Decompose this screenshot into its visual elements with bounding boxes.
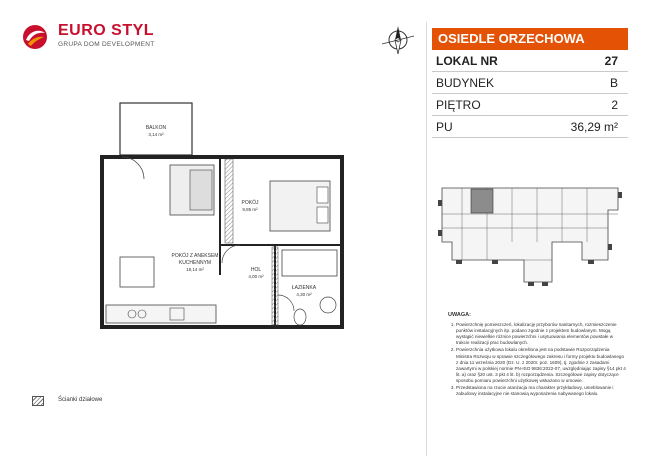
dining-table (120, 257, 154, 287)
living-room-name-1: POKÓJ Z ANEKSEM (171, 253, 219, 259)
bathtub (282, 250, 337, 276)
info-row-pu (432, 116, 628, 138)
note-item: 3. Przedstawiona na rzucie aranżacja ma charakter przykładowy, umeblowanie i zabudowy instalacyjne nie stanowią wyposażenia nabywanego lokalu. (456, 385, 626, 397)
bathroom-area: 4,30 m² (296, 292, 312, 297)
lokal-value: 27 (604, 54, 618, 68)
notes-section (426, 312, 626, 398)
apartment-floor-plan (70, 95, 370, 345)
bedroom-name: POKÓJ (241, 200, 259, 206)
budynek-label: BUDYNEK (436, 76, 495, 90)
hall-area: 4,00 m² (248, 274, 264, 279)
lokal-label: LOKAL NR (436, 54, 498, 68)
living-room-area: 18,14 m² (186, 267, 204, 272)
living-room-name-2: KUCHENNYM (178, 260, 212, 266)
toilet (294, 309, 306, 325)
notes-title: UWAGA: (448, 312, 471, 318)
legend-label: Ścianki działowe (58, 397, 103, 403)
bedroom-area: 9,85 m² (242, 207, 258, 212)
estate-title: OSIEDLE ORZECHOWA (432, 28, 628, 50)
pietro-label: PIĘTRO (436, 98, 481, 112)
balcony-name: BALKON (145, 125, 167, 131)
euro-styl-logo-icon (22, 24, 48, 50)
partition-wall-legend-icon (32, 396, 44, 406)
key-plan-highlighted-unit (471, 189, 493, 213)
building-key-plan (432, 180, 628, 292)
note-item: 1. Powierzchnię pomieszczeń, lokalizację przyborów sanitarnych, rozmieszczenie punktów instalacyjnych itp. podano zgodnie z projektem budowlanym. Mogą wystąpić niewielkie różnice powierzchni i usytuowania elementów powstałe w trakcie realizacji prac budowlanych. (456, 322, 626, 346)
brand-subtitle: GRUPA DOM DEVELOPMENT (58, 41, 155, 48)
washbasin (320, 297, 336, 313)
info-row-lokal (432, 50, 628, 72)
budynek-value: B (609, 76, 618, 90)
pu-label: PU (436, 120, 453, 134)
pu-value: 36,29 m² (570, 120, 618, 134)
info-row-budynek (432, 72, 628, 94)
pietro-value: 2 (611, 98, 618, 112)
bathroom-name: ŁAZIENKA (291, 285, 317, 291)
kitchen-counter (106, 305, 216, 323)
brand-name: EURO STYL (58, 22, 155, 39)
info-row-pietro (432, 94, 628, 116)
note-item: 2. Powierzchnia użytkowa lokalu określona jest na podstawie Rozporządzenia Ministra Rozwoju w sprawie szczegółowego zakresu i formy projektu budowlanego z dnia 11 września 2020 (Dz. U. z 2020r. poz. 1609), tj. zgodnie z zasadami zawartymi w polskiej normie PN-ISO 9836:2022-07, uwzględniając zapisy §14 pkt 4 lit. a) oraz §20 ust. 3 pkt 4 lit. b) rozporządzenia. Szczegółowe zapisy dotyczące sposobu pomiaru powierzchni użytkowej wskazano w umowie. (456, 347, 626, 384)
balcony-area: 3,14 m² (148, 132, 164, 137)
hall-name: HOL (250, 267, 262, 273)
compass-icon (380, 22, 416, 58)
